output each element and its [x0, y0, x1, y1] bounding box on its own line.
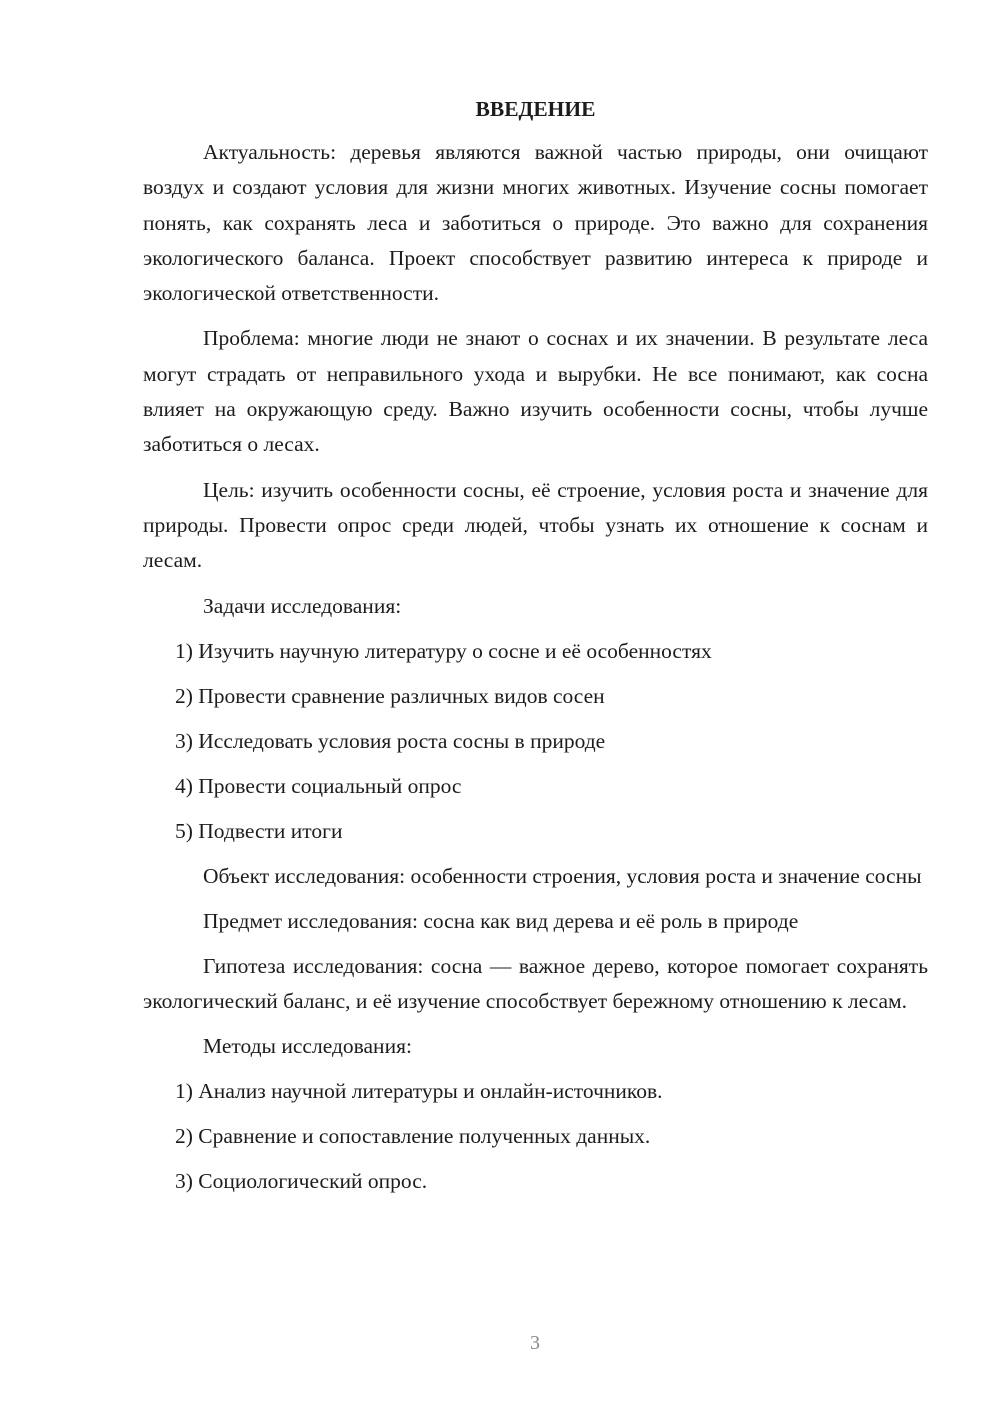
list-item: 1) Анализ научной литературы и онлайн-источников. [175, 1079, 663, 1104]
list-item: 4) Провести социальный опрос [175, 773, 462, 798]
list-item: 5) Подвести итоги [175, 818, 343, 843]
object-paragraph: Объект исследования: особенности строения, условия роста и значение сосны [203, 863, 922, 888]
relevance-paragraph: Актуальность: деревья являются важной частью природы, они очищают воздух и создают условия для жизни многих животных. Изучение сосны помогает понять, как сохранять леса и заботиться о природе. Это важно для сохранения экологического баланса. Проект способствует развитию интереса к природе и экологической ответственности. [143, 140, 928, 306]
list-item: 2) Провести сравнение различных видов сосен [175, 683, 605, 708]
list-item: 1) Изучить научную литературу о сосне и её особенностях [175, 638, 712, 663]
goal-paragraph: Цель: изучить особенности сосны, её строение, условия роста и значение для природы. Провести опрос среди людей, чтобы узнать их отношение к соснам и лесам. [143, 477, 928, 573]
methods-list [143, 1074, 928, 1199]
document-page [143, 92, 928, 1209]
list-item: 2) Сравнение и сопоставление полученных данных. [175, 1124, 651, 1149]
page-number: 3 [530, 1332, 540, 1354]
subject-paragraph: Предмет исследования: сосна как вид дерева и её роль в природе [203, 908, 799, 933]
hypothesis-paragraph: Гипотеза исследования: сосна — важное дерево, которое помогает сохранять экологический баланс, и её изучение способствует бережному отношению к лесам. [143, 953, 928, 1014]
methods-heading: Методы исследования: [203, 1034, 412, 1059]
section-title: ВВЕДЕНИЕ [475, 97, 596, 121]
list-item: 3) Исследовать условия роста сосны в природе [175, 728, 606, 753]
tasks-heading: Задачи исследования: [203, 593, 402, 618]
list-item: 3) Социологический опрос. [175, 1169, 428, 1194]
problem-paragraph: Проблема: многие люди не знают о соснах и их значении. В результате леса могут страдать от неправильного ухода и вырубки. Не все понимают, как сосна влияет на окружающую среду. Важно изучить особенности сосны, чтобы лучше заботиться о лесах. [143, 326, 928, 457]
tasks-list [143, 634, 928, 849]
